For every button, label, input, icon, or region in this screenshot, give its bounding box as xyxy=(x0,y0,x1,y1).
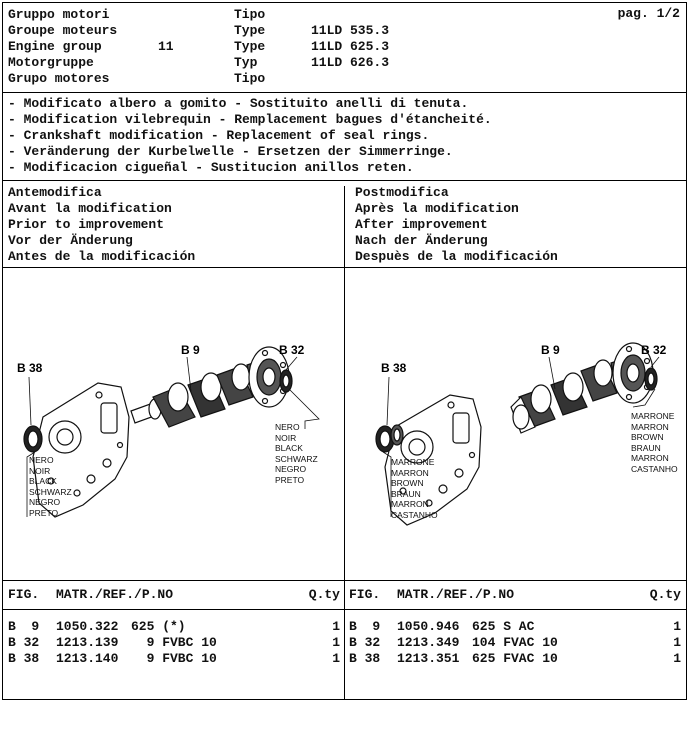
after-title: Nach der Änderung xyxy=(355,233,488,248)
before-title: Prior to improvement xyxy=(8,217,165,232)
table-row xyxy=(8,619,340,635)
callout-b38: B 38 xyxy=(381,361,407,375)
row-fig: B 9 xyxy=(8,619,40,634)
material-label: MARRONE xyxy=(391,457,435,467)
row-qty: 1 xyxy=(332,651,340,666)
seal-b38-material-list xyxy=(29,455,72,518)
callout-b32: B 32 xyxy=(641,343,667,357)
material-label: SCHWARZ xyxy=(29,486,72,497)
material-label: NOIR xyxy=(29,465,51,476)
material-label: BLACK xyxy=(29,476,57,486)
seal-b32-material-list xyxy=(275,422,318,485)
type-value: 11LD 626.3 xyxy=(311,55,390,70)
modification-line: - Modificacion cigueñal - Sustitucion anillos reten. xyxy=(8,160,414,175)
row-desc: 625 (*) xyxy=(131,619,186,634)
group-label: Motorgruppe xyxy=(8,55,94,70)
type-label: Typ xyxy=(234,55,258,70)
type-value: 11LD 625.3 xyxy=(311,39,390,54)
before-title: Antemodifica xyxy=(8,185,102,200)
material-label: NEGRO xyxy=(275,464,307,474)
row-ref: 1213.349 xyxy=(397,635,460,650)
before-title: Antes de la modificación xyxy=(8,249,196,264)
material-label: SCHWARZ xyxy=(275,453,318,464)
material-label: BROWN xyxy=(631,432,664,442)
table-row xyxy=(349,651,681,667)
divider xyxy=(3,580,686,581)
row-ref: 1050.322 xyxy=(56,619,119,634)
material-label: CASTANHO xyxy=(391,509,438,520)
seal-ring-b38 xyxy=(24,426,42,452)
material-label: NERO xyxy=(29,455,54,465)
row-qty: 1 xyxy=(673,619,681,634)
callout-b9: B 9 xyxy=(541,343,560,357)
modification-line: - Modificato albero a gomito - Sostituito anelli di tenuta. xyxy=(8,96,469,111)
header-ref: MATR./REF./P.NO xyxy=(397,587,515,602)
material-label: BLACK xyxy=(275,443,303,453)
seal-b38-material-list xyxy=(391,457,438,520)
after-title: Despuès de la modificación xyxy=(355,249,558,264)
header-ref: MATR./REF./P.NO xyxy=(56,587,174,602)
before-title: Vor der Änderung xyxy=(8,233,133,248)
row-ref: 1213.140 xyxy=(56,651,119,666)
type-value: 11LD 535.3 xyxy=(311,23,390,38)
material-label: PRETO xyxy=(29,507,59,518)
header-row xyxy=(8,23,390,39)
before-title: Avant la modification xyxy=(8,201,172,216)
material-label: PRETO xyxy=(275,474,305,485)
row-qty: 1 xyxy=(332,635,340,650)
header-row xyxy=(8,39,390,55)
after-title: After improvement xyxy=(355,217,488,232)
material-label: NOIR xyxy=(275,432,297,443)
modification-line: - Modification vilebrequin - Remplacement bagues d'étancheité. xyxy=(8,112,492,127)
after-table-header xyxy=(349,587,681,603)
after-title: Postmodifica xyxy=(355,185,449,200)
header-fig: FIG. xyxy=(349,587,381,602)
row-qty: 1 xyxy=(332,619,340,634)
material-label: MARRONE xyxy=(631,411,675,421)
type-label: Tipo xyxy=(234,7,266,22)
after-figure xyxy=(345,267,686,580)
row-fig: B 38 xyxy=(8,651,40,666)
material-label: MARRON xyxy=(631,421,669,432)
row-desc: 625 S AC xyxy=(472,619,535,634)
row-fig: B 32 xyxy=(8,635,40,650)
header-row xyxy=(8,7,266,23)
divider xyxy=(3,92,686,93)
header-row xyxy=(8,71,266,87)
seal-b32-material-list xyxy=(631,411,678,474)
callout-b9: B 9 xyxy=(181,343,200,357)
page-number: pag. 1/2 xyxy=(617,6,680,21)
divider xyxy=(3,180,686,181)
material-label: NEGRO xyxy=(29,497,61,507)
callout-b38: B 38 xyxy=(17,361,43,375)
group-label: Gruppo motori xyxy=(8,7,110,22)
material-label: CASTANHO xyxy=(631,463,678,474)
row-ref: 1213.351 xyxy=(397,651,460,666)
row-fig: B 32 xyxy=(349,635,381,650)
row-desc: 625 FVAC 10 xyxy=(472,651,558,666)
row-qty: 1 xyxy=(673,651,681,666)
row-ref: 1050.946 xyxy=(397,619,460,634)
table-row xyxy=(349,635,681,651)
row-desc: 9 FVBC 10 xyxy=(131,635,217,650)
divider xyxy=(3,609,686,610)
before-figure xyxy=(3,267,344,580)
group-label: Grupo motores xyxy=(8,71,110,86)
header-fig: FIG. xyxy=(8,587,40,602)
callout-b32: B 32 xyxy=(279,343,305,357)
material-label: MARRON xyxy=(631,453,669,463)
type-label: Type xyxy=(234,39,266,54)
parts-sheet xyxy=(2,2,687,700)
row-ref: 1213.139 xyxy=(56,635,119,650)
group-number: 11 xyxy=(158,39,174,54)
material-label: MARRON xyxy=(391,467,429,478)
type-label: Tipo xyxy=(234,71,266,86)
modification-line: - Veränderung der Kurbelwelle - Ersetzen der Simmerringe. xyxy=(8,144,453,159)
row-qty: 1 xyxy=(673,635,681,650)
material-label: BROWN xyxy=(391,478,424,488)
material-label: NERO xyxy=(275,422,300,432)
row-desc: 9 FVBC 10 xyxy=(131,651,217,666)
table-row xyxy=(349,619,681,635)
header-qty: Q.ty xyxy=(308,587,340,602)
row-fig: B 9 xyxy=(349,619,381,634)
group-label: Groupe moteurs xyxy=(8,23,118,38)
table-row xyxy=(8,651,340,667)
modification-line: - Crankshaft modification - Replacement of seal rings. xyxy=(8,128,430,143)
material-label: BRAUN xyxy=(631,442,661,453)
material-label: BRAUN xyxy=(391,488,421,499)
after-title: Après la modification xyxy=(355,201,519,216)
material-label: MARRON xyxy=(391,499,429,509)
type-label: Type xyxy=(234,23,266,38)
group-label: Engine group xyxy=(8,39,102,54)
row-desc: 104 FVAC 10 xyxy=(472,635,558,650)
before-table-header xyxy=(8,587,340,603)
row-fig: B 38 xyxy=(349,651,381,666)
header-row xyxy=(8,55,390,71)
header-qty: Q.ty xyxy=(649,587,681,602)
table-row xyxy=(8,635,340,651)
